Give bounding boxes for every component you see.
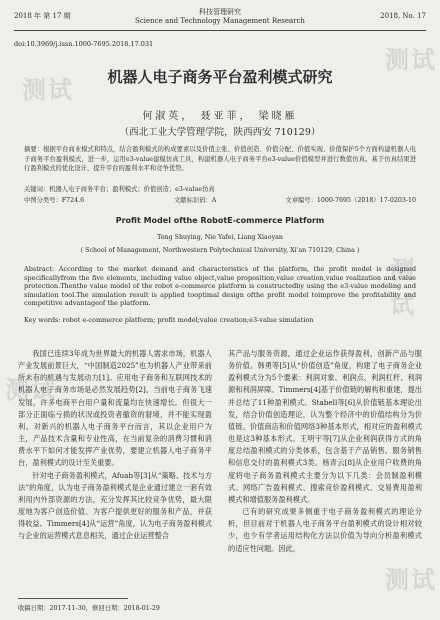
watermark-mark: 测试 <box>385 566 437 594</box>
journal-name-cn: 科技管理研究 <box>199 8 241 16</box>
journal-name <box>14 8 426 26</box>
authors-cn: 何淑英， 聂亚菲， 梁晓雁 <box>142 111 298 122</box>
watermark-mark: 测试 <box>22 76 74 104</box>
header-divider <box>14 30 426 31</box>
body-paragraph: 针对电子商务盈利模式，Afuah等[3]从“策略、技术与方法”的角度，认为电子商务盈利模式是企业通过建立一套有效利用内外部资源的方法，充分发挥其比较竞争优势，最大限度地为客户创造价值、为客户提供更好的服务和产品，并获得收益。Timmers[4]从“运营”角度，认为电子商务盈利模式与企业的运营模式息息相关，通过企业运营整合 <box>18 470 212 541</box>
article-title-cn: 机器人电子商务平台盈利模式研究 <box>107 68 333 86</box>
body-column-left <box>18 348 212 543</box>
body-paragraph: 已有的研究成果多侧重于电子商务盈利模式的理论分析，但目前对于机器人电子商务平台盈利模式的设计相对较少，也少有学者运用结构化方法以价值为导向分析盈利模式的适应性问题。因此， <box>228 507 422 553</box>
classification-row <box>24 195 416 204</box>
issue-label: 2018 年 第 17 期 <box>14 12 71 20</box>
watermark-mark: 测试 <box>5 376 57 404</box>
body-column-right <box>228 348 422 555</box>
issue-label-en: 2018, No. 17 <box>380 12 426 20</box>
document-code: 文献标识码：A <box>174 197 217 204</box>
affiliation-en: ( School of Management, Northwestern Polytechnical University, Xi'an 710129, China ) <box>80 247 360 254</box>
keywords-en: Key words: robot e-commerce platform; profit model;value creation;e3-value simulation <box>24 316 314 324</box>
authors-en: Tong Shuying, Nie Yafei, Liang Xiaoyan <box>157 234 283 241</box>
body-paragraph: 我国已连续3年成为世界最大的机器人需求市场，机器人产业发展前景巨大，“中国制造2025”也为机器人产业带来前所未有的机遇与发展动力[1]。应用电子商务和互联网技术的机器人电子商务市场是必然发展趋势[2]，当前电子商务飞速发展，许多电商平台用户量和流量均在快速增长。但很大一部分正面临亏损的状况或投资者撤资的窘境，并不能实现盈利。对新兴的机器人电子商务平台而言，其以企业用户为主，产品技术含量和专业性高，在当前复杂的消费习惯和消费水平下如何才能发挥产业优势，要建立机器人电子商务平台，盈利模式的设计至关重要。 <box>18 349 212 468</box>
article-number: 文章编号：1000-7695（2018）17-0203-10 <box>285 197 416 204</box>
abstract-cn: 摘要：根据平台商业模式和特点，结合盈利模式的构成要素以及价值主张、价值创造、价值分配、价值实现、价值保护5个方面构建机器人电子商务平台盈利模式，进一步，运用e3-value建模仿真工具，构建机器人电子商务平台e3-value价值模型并进行数值仿真。基于仿真结果进行盈利模式的优化设计，提升平台的盈利水平和竞争优势。 <box>24 146 416 173</box>
watermark-mark: 测试 <box>390 256 416 319</box>
keywords-cn: 关键词：机器人电子商务平台；盈利模式；价值创造；e3-value仿真 <box>24 186 215 193</box>
abstract-en: Abstract: According to the market demand and characteristics of the platform, the profit model is designed specificallyfrom the five elements, including value object,value proposition,value creation,value realization and value protection.Thenthe value model of the robot e-commerce platform is constructedby using the e3-value modeling and simulation tool.The simulation result is applied tooptimal design ofthe profit model toimprove the profitability and competitive advantageof the platform. <box>24 265 416 307</box>
clc-number: 中图分类号：F724.6 <box>24 197 85 204</box>
footnote-divider <box>18 598 128 599</box>
running-header <box>14 8 426 28</box>
affiliation-cn: （西北工业大学管理学院，陕西西安 710129） <box>119 127 321 138</box>
journal-name-en: Science and Technology Management Research <box>135 17 305 25</box>
received-date-footnote: 收稿日期：2017-11-30，修回日期：2018-01-29 <box>18 605 160 612</box>
doi-line: doi:10.3969/j.issn.1000-7695.2018.17.031 <box>14 40 154 48</box>
article-title-en: Profit Model ofthe RobotE-commerce Platform <box>115 216 325 225</box>
watermark-mark: 测试 <box>385 46 437 74</box>
body-paragraph: 其产品与服务资源，通过企业运作获得盈利，创新产品与服务价值。韩勇等[5]从“价值创造”角度，构建了电子商务企业盈利模式分为5个要素：利润对象、利润点、利润杠杆、利润源和利润屏障。Timmers[4]基于价值链的解构和重建，提出并总结了11种盈利模式。Stabell等[6]从价值链基本理论出发，结合价值创造理论，认为整个经济中的价值结构分为价值链、价值商店和价值网络3种基本形式，相对应的盈利模式也是这3种基本形式。王明宇等[7]从企业利润获得方式的角度总结盈利模式的分类体系，包含基于产品销售、服务销售和信息交付的盈利模式3类。杨青云[8]从企业用户收费的角度将电子商务盈利模式主要分为以下几类：会员制盈利模式、网络广告盈利模式、搜索竞价盈利模式、交易费用盈利模式和增值服务盈利模式。 <box>228 349 422 504</box>
